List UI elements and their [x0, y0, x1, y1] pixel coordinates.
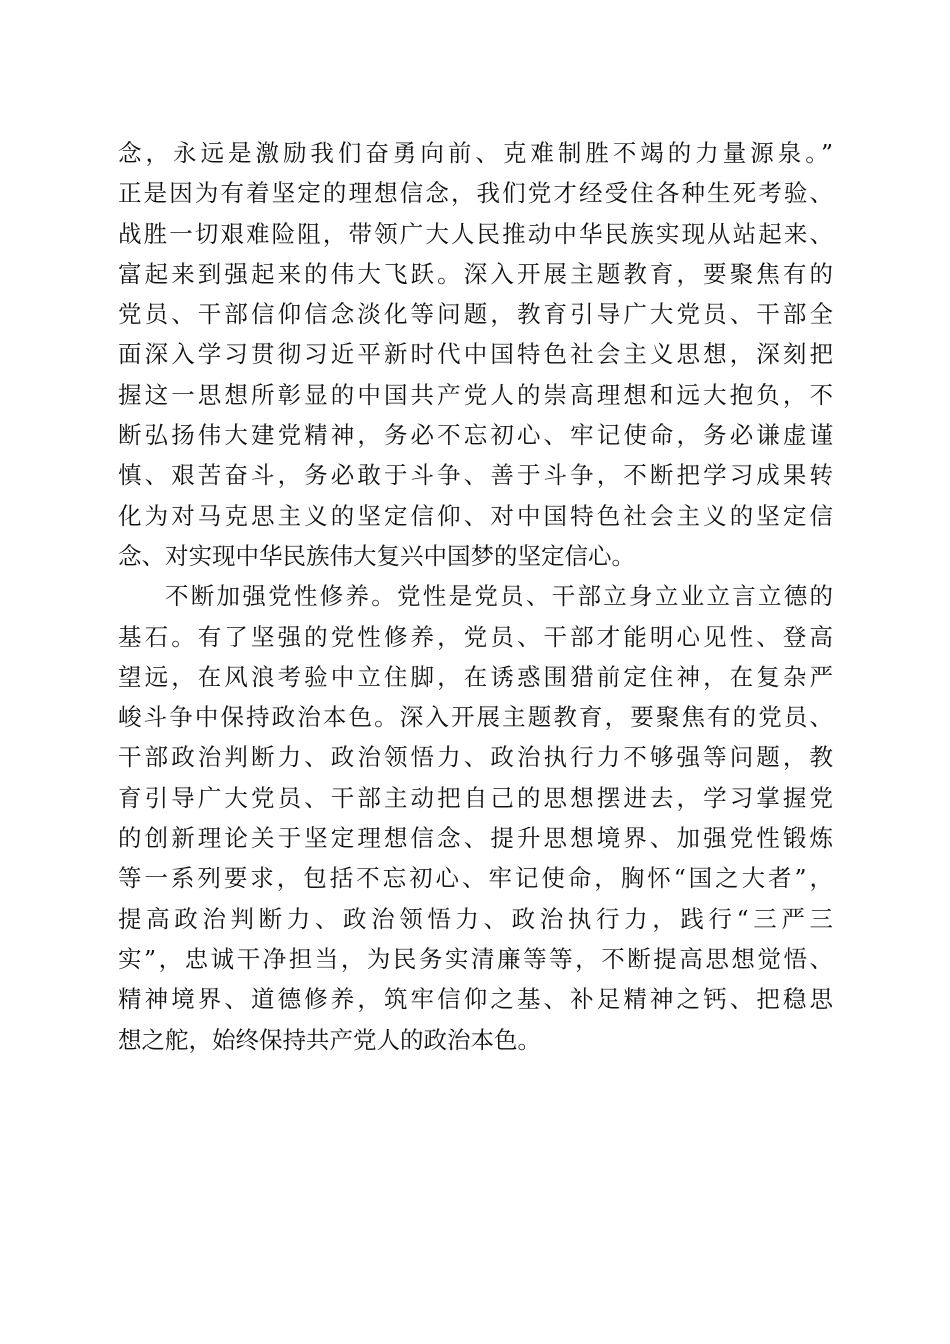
paragraph-line: 握这一思想所彰显的中国共产党人的崇高理想和远大抱负，不 [118, 380, 833, 409]
document-body [118, 133, 833, 1060]
paragraph-line: 慎、艰苦奋斗，务必敢于斗争、善于斗争，不断把学习成果转 [118, 461, 833, 490]
paragraph-line: 念、对实现中华民族伟大复兴中国梦的坚定信心。 [118, 541, 635, 570]
paragraph-line: 干部政治判断力、政治领悟力、政治执行力不够强等问题，教 [118, 743, 833, 772]
paragraph-line: 精神境界、道德修养，筑牢信仰之基、补足精神之钙、把稳思 [118, 985, 833, 1014]
paragraph-line: 断弘扬伟大建党精神，务必不忘初心、牢记使命，务必谦虚谨 [118, 421, 833, 450]
paragraph-line: 的创新理论关于坚定理想信念、提升思想境界、加强党性锻炼 [118, 824, 833, 853]
paragraph-line: 想之舵，始终保持共产党人的政治本色。 [118, 1025, 541, 1054]
paragraph-line: 党员、干部信仰信念淡化等问题，教育引导广大党员、干部全 [118, 300, 833, 329]
paragraph-line: 育引导广大党员、干部主动把自己的思想摆进去，学习掌握党 [118, 783, 833, 812]
paragraph-line: 提高政治判断力、政治领悟力、政治执行力，践行“三严三 [118, 904, 833, 933]
paragraph-line: 化为对马克思主义的坚定信仰、对中国特色社会主义的坚定信 [118, 501, 833, 530]
paragraph-2 [118, 576, 833, 1060]
paragraph-line: 实”，忠诚干净担当，为民务实清廉等等，不断提高思想觉悟、 [118, 944, 833, 973]
paragraph-line: 念，永远是激励我们奋勇向前、克难制胜不竭的力量源泉。” [118, 139, 833, 167]
paragraph-line: 战胜一切艰难险阻，带领广大人民推动中华民族实现从站起来、 [118, 219, 833, 248]
paragraph-line: 峻斗争中保持政治本色。深入开展主题教育，要聚焦有的党员、 [118, 703, 833, 732]
paragraph-line: 正是因为有着坚定的理想信念，我们党才经受住各种生死考验、 [118, 179, 833, 208]
paragraph-line: 等一系列要求，包括不忘初心、牢记使命，胸怀“国之大者”， [118, 864, 833, 893]
paragraph-line: 基石。有了坚强的党性修养，党员、干部才能明心见性、登高 [118, 622, 833, 651]
paragraph-1 [118, 133, 833, 576]
paragraph-line: 望远，在风浪考验中立住脚，在诱惑围猎前定住神，在复杂严 [118, 662, 833, 691]
paragraph-line: 不断加强党性修养。党性是党员、干部立身立业立言立德的 [165, 582, 833, 611]
paragraph-line: 富起来到强起来的伟大飞跃。深入开展主题教育，要聚焦有的 [118, 259, 833, 288]
paragraph-line: 面深入学习贯彻习近平新时代中国特色社会主义思想，深刻把 [118, 340, 833, 369]
